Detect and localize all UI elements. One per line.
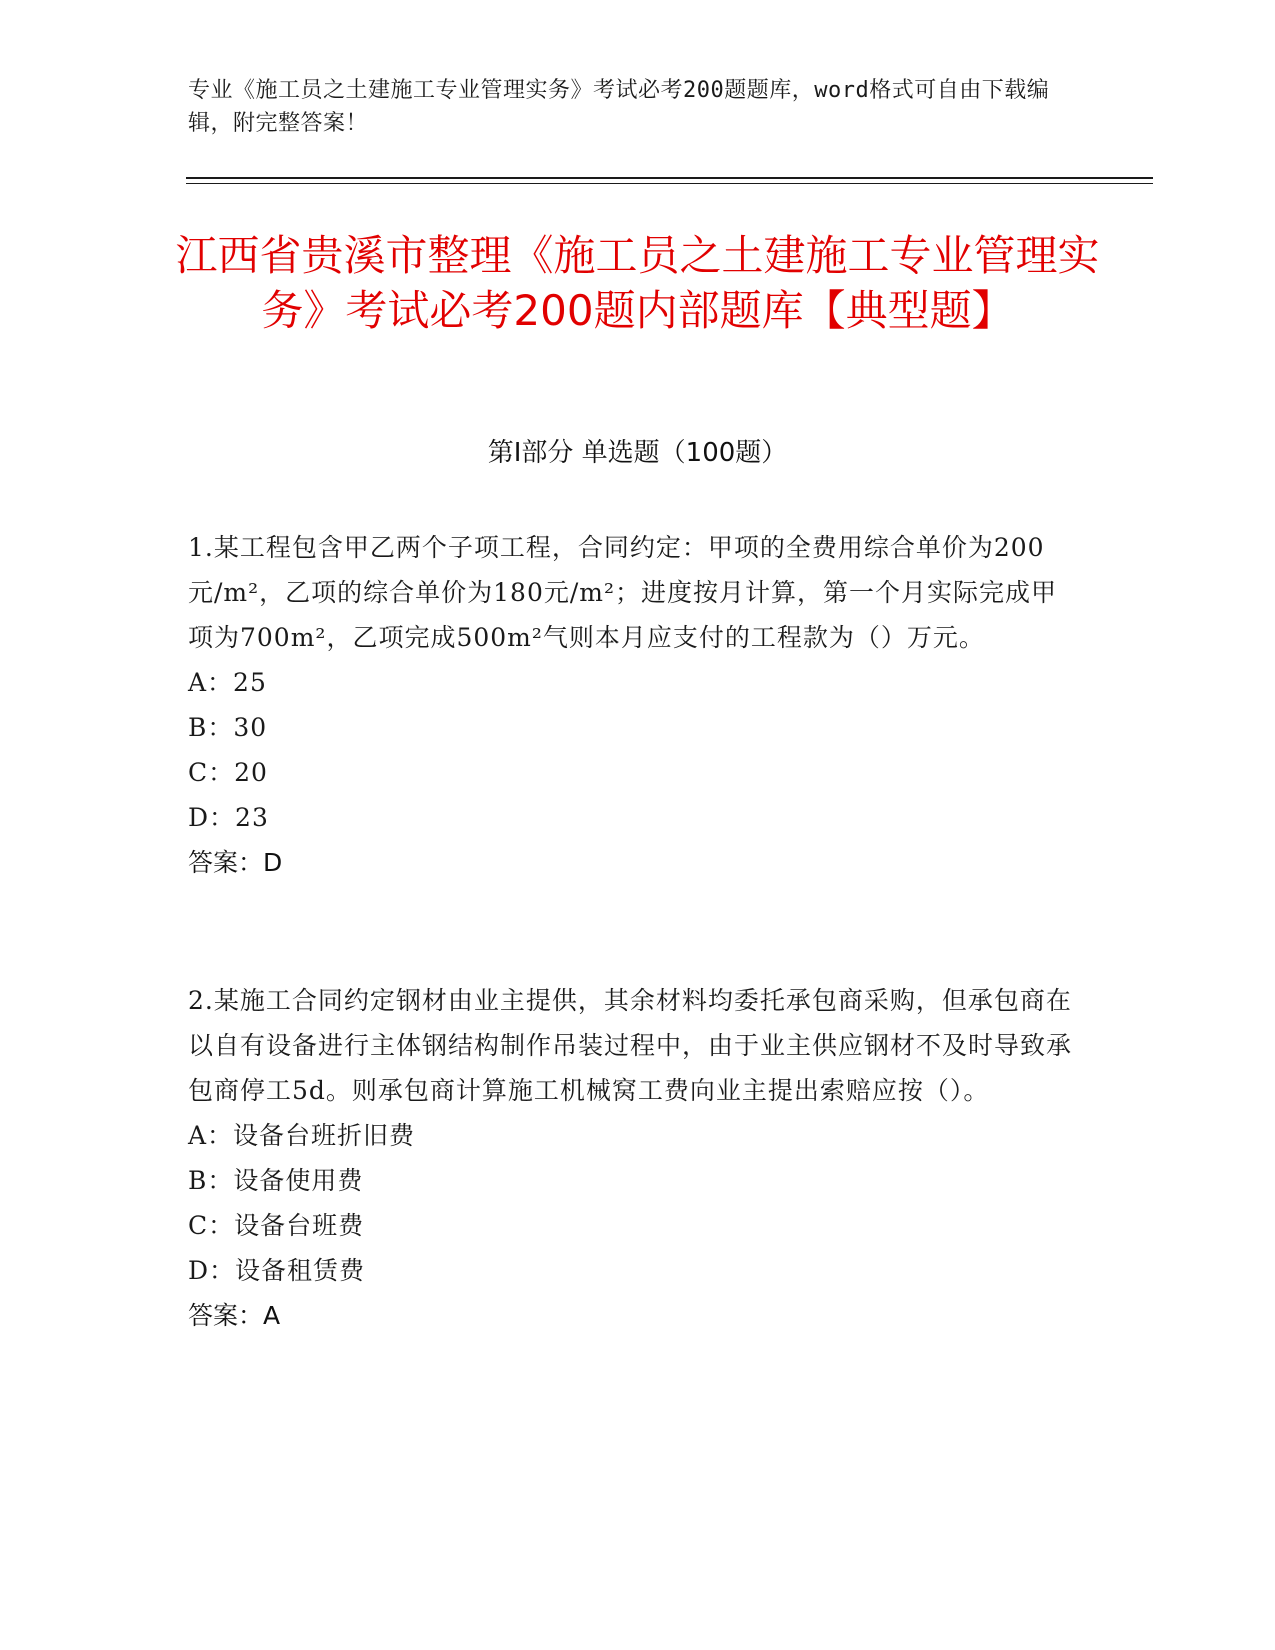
option-c: C：20 — [188, 758, 268, 787]
header-divider-thin — [186, 183, 1153, 184]
option-c: C：设备台班费 — [188, 1211, 365, 1240]
question-2 — [188, 978, 1078, 1338]
option-d: D：23 — [188, 803, 269, 832]
question-stem: 2.某施工合同约定钢材由业主提供，其余材料均委托承包商采购，但承包商在以自有设备进行主体钢结构制作吊装过程中，由于业主供应钢材不及时导致承包商停工5d。则承包商计算施工机械窝工费向业主提出索赔应按（）。 — [188, 986, 1073, 1105]
option-a: A：设备台班折旧费 — [188, 1121, 416, 1150]
option-b: B：30 — [188, 713, 268, 742]
answer: 答案：A — [188, 1301, 281, 1330]
question-1 — [188, 525, 1078, 885]
option-a: A：25 — [188, 668, 267, 697]
answer: 答案：D — [188, 848, 283, 877]
header-divider-thick — [186, 177, 1153, 179]
section-heading: 第I部分 单选题（100题） — [487, 438, 788, 468]
option-d: D：设备租赁费 — [188, 1256, 366, 1285]
header-note: 专业《施工员之土建施工专业管理实务》考试必考200题题库，word格式可自由下载编辑，附完整答案！ — [188, 78, 1050, 136]
option-b: B：设备使用费 — [188, 1166, 364, 1195]
document-title: 江西省贵溪市整理《施工员之土建施工专业管理实务》考试必考200题内部题库【典型题】 — [175, 231, 1100, 335]
question-stem: 1.某工程包含甲乙两个子项工程，合同约定：甲项的全费用综合单价为200元/m²，乙项的综合单价为180元/m²；进度按月计算，第一个月实际完成甲项为700m²，乙项完成500m²气则本月应支付的工程款为（）万元。 — [188, 533, 1058, 652]
